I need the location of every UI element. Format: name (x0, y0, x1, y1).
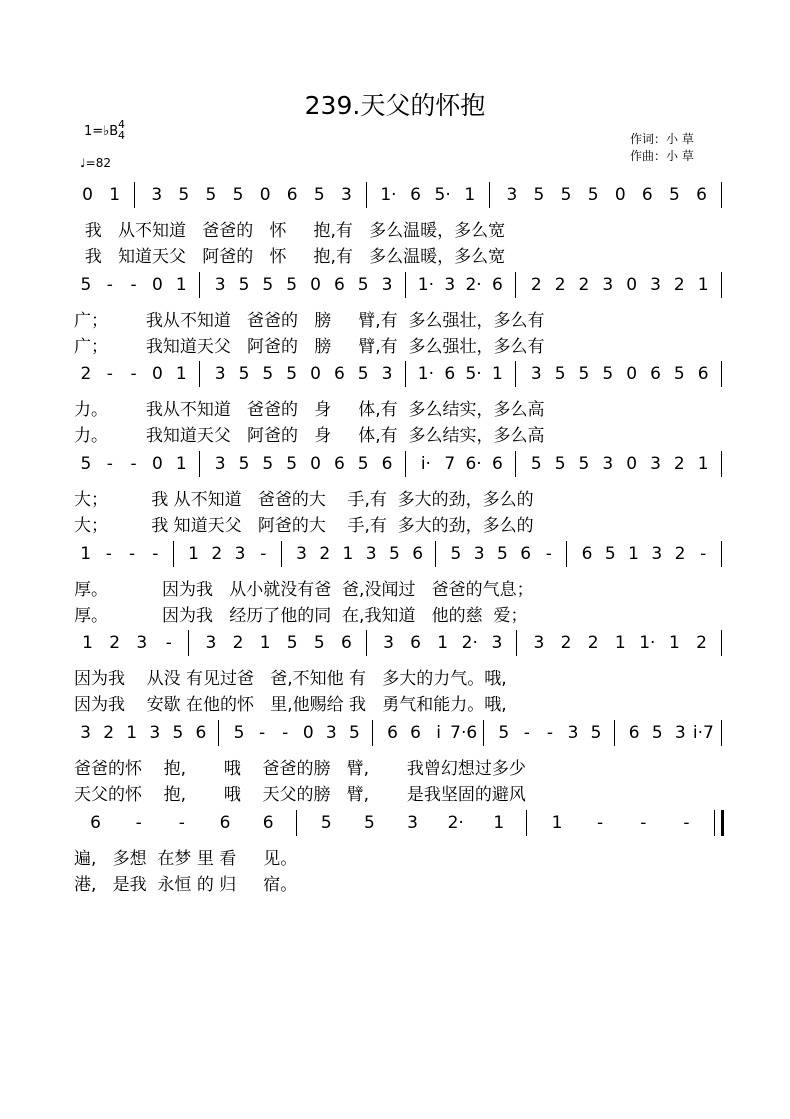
note: 5 (233, 723, 245, 743)
note: 1 (669, 633, 680, 653)
barline (721, 182, 724, 208)
note: 3 (567, 723, 579, 743)
lyric-line-1: 因为我 从没 有见过爸 爸,不知他 有 多大的力气。哦, (74, 669, 507, 689)
note: 2 (673, 454, 685, 474)
note: 5 (286, 454, 298, 474)
note: 1 (464, 185, 476, 205)
note: 7 (444, 454, 456, 474)
lyric-line-1: 我 从不知道 爸爸的 怀 抱,有 多么温暖，多么宽 (74, 221, 506, 241)
note: 3 (530, 364, 542, 384)
note: 1 (697, 454, 709, 474)
note: 3 (149, 723, 161, 743)
lyric-line-2: 港, 是我 永恒 的 归 宿。 (74, 875, 298, 895)
note: 5 (364, 813, 375, 833)
time-signature (118, 119, 125, 141)
note: - (106, 364, 113, 384)
note: 1 (551, 813, 563, 833)
note: 2 (319, 544, 331, 564)
barline (721, 720, 724, 746)
note: - (165, 633, 172, 653)
note: 2 (578, 275, 590, 295)
note: 5 (669, 185, 680, 205)
note: 1 (614, 633, 626, 653)
note: 6 (387, 723, 398, 743)
note: 1· (417, 364, 434, 384)
note: 3 (214, 275, 226, 295)
note: 3 (473, 544, 485, 564)
note: 6 (90, 813, 101, 833)
composer-credit: 作曲：小 草 (630, 149, 694, 163)
note: i·7 (692, 723, 714, 743)
note: - (700, 544, 707, 564)
lyric-line-2: 我 知道天父 阿爸的 怀 抱,有 多么温暖，多么宽 (74, 247, 506, 267)
note: 5 (80, 454, 92, 474)
note: 3 (151, 185, 163, 205)
note: 5 (238, 364, 250, 384)
note: i (436, 723, 441, 743)
note: 5 (178, 185, 190, 205)
note: 3 (381, 275, 393, 295)
note: - (683, 813, 690, 833)
note: - (282, 723, 289, 743)
note: - (178, 813, 185, 833)
note: 5 (554, 364, 566, 384)
barline (721, 361, 724, 387)
note: 5 (357, 364, 369, 384)
note: 0 (82, 185, 93, 205)
note: 5 (560, 185, 572, 205)
barline (296, 810, 299, 836)
note: 5 (578, 454, 590, 474)
note: 3 (136, 633, 148, 653)
note: 3 (407, 813, 418, 833)
note: 0 (310, 364, 321, 384)
note: 1 (109, 185, 121, 205)
lyric-line-2: 大； 我 知道天父 阿爸的大 手,有 多大的劲，多么的 (74, 516, 534, 536)
note: - (129, 544, 136, 564)
lyric-line-2: 天父的怀 抱, 哦 天父的膀 臂, 是我坚固的避风 (74, 785, 526, 805)
note: 3 (602, 275, 614, 295)
note: 1· (380, 185, 397, 205)
note: 5 (651, 723, 663, 743)
note: 3 (491, 633, 503, 653)
barline (614, 720, 617, 746)
note: 3 (650, 275, 661, 295)
note: 5 (587, 185, 599, 205)
note: - (152, 544, 159, 564)
note: 5 (286, 364, 298, 384)
notation-line (74, 720, 730, 746)
note: 2 (554, 275, 566, 295)
note: 5 (357, 454, 369, 474)
tempo-marking (80, 156, 111, 170)
note: 5 (313, 633, 325, 653)
note: 3 (234, 544, 246, 564)
note: 6 (286, 185, 298, 205)
note: 3 (533, 633, 545, 653)
notation-line (74, 272, 730, 298)
key-signature (84, 118, 125, 142)
barline (281, 541, 284, 567)
note: - (260, 544, 267, 564)
note: 3 (80, 723, 91, 743)
notation-line (74, 810, 730, 836)
lyric-line-2: 广； 我知道天父 阿爸的 膀 臂,有 多么强壮，多么有 (74, 337, 545, 357)
note: 6 (410, 633, 421, 653)
note: - (130, 275, 137, 295)
note: 2 (80, 364, 92, 384)
note: 5 (602, 364, 614, 384)
note: 5 (80, 275, 92, 295)
note: 5 (533, 185, 545, 205)
note: - (130, 364, 137, 384)
note: 2 (560, 633, 572, 653)
note: 5 (554, 454, 566, 474)
note: 0 (152, 275, 163, 295)
note: 5 (320, 813, 332, 833)
barline (366, 182, 369, 208)
notation-line (74, 451, 730, 477)
note: 6 (641, 185, 653, 205)
note: 3 (340, 185, 352, 205)
note: 5 (450, 544, 462, 564)
note: 5 (262, 275, 274, 295)
lyric-line-1: 大； 我 从不知道 爸爸的大 手,有 多大的劲，多么的 (74, 490, 534, 510)
note: 5 (205, 185, 217, 205)
note: 1 (492, 364, 503, 384)
note: 3 (383, 633, 394, 653)
barline (405, 361, 408, 387)
note: - (640, 813, 647, 833)
note: 3 (602, 454, 614, 474)
barline (721, 541, 724, 567)
note: - (105, 544, 112, 564)
note: 5 (590, 723, 602, 743)
note: 2 (211, 544, 223, 564)
barline (566, 541, 569, 567)
note: 2 (587, 633, 599, 653)
time-bottom: 4 (118, 129, 125, 142)
song-title: 239.天父的怀抱 (304, 91, 486, 120)
final-barline (714, 810, 724, 836)
note: 6 (444, 364, 456, 384)
note: 6 (219, 813, 231, 833)
barline (516, 630, 519, 656)
barline (218, 720, 221, 746)
note: - (259, 723, 266, 743)
barline (483, 720, 486, 746)
notation-line (74, 541, 730, 567)
note: - (546, 723, 553, 743)
lyric-line-1: 爸爸的怀 抱, 哦 爸爸的膀 臂, 我曾幻想过多少 (74, 759, 526, 779)
note: 2 (232, 633, 244, 653)
note: 1 (82, 633, 93, 653)
lyric-line-1: 遍, 多想 在梦 里 看 见。 (74, 849, 298, 869)
note: 1 (188, 544, 199, 564)
note: 1 (175, 275, 187, 295)
note: 0 (626, 364, 638, 384)
note: - (106, 454, 113, 474)
note: 1 (628, 544, 639, 564)
note: 0 (626, 275, 638, 295)
note: - (135, 813, 142, 833)
note: 5 (498, 723, 510, 743)
barline (134, 182, 137, 208)
barline (405, 272, 408, 298)
barline (199, 361, 202, 387)
lyric-line-2: 因为我 安歇 在他的怀 里,他赐给 我 勇气和能力。哦, (74, 695, 507, 715)
credits (630, 131, 694, 165)
note: 6 (381, 454, 393, 474)
note: 5 (348, 723, 360, 743)
quarter-note-icon: ♩ (80, 156, 86, 170)
barline (721, 272, 724, 298)
note: 5 (262, 364, 274, 384)
note: 2 (696, 633, 707, 653)
note: 1 (493, 813, 505, 833)
note: - (597, 813, 604, 833)
lyricist-credit: 作词：小 草 (630, 132, 694, 146)
note: 6 (628, 723, 640, 743)
note: 5 (313, 185, 325, 205)
note: 1 (259, 633, 271, 653)
note: 3 (296, 544, 307, 564)
notation-line (74, 630, 730, 656)
note: 6 (333, 454, 345, 474)
lyric-line-1: 广； 我从不知道 爸爸的 膀 臂,有 多么强壮，多么有 (74, 311, 545, 331)
barline (515, 361, 518, 387)
lyric-line-1: 力。 我从不知道 爸爸的 身 体,有 多么结实，多么高 (74, 400, 545, 420)
barline (199, 272, 202, 298)
note: 6 (333, 364, 345, 384)
barline (372, 720, 375, 746)
note: 3 (214, 364, 226, 384)
note: 0 (152, 364, 163, 384)
note: 6· (465, 454, 482, 474)
note: 6 (195, 723, 207, 743)
barline (526, 810, 529, 836)
barline (188, 630, 191, 656)
note: 0 (626, 454, 638, 474)
barline (405, 451, 408, 477)
note: i· (420, 454, 431, 474)
note: 0 (302, 723, 314, 743)
note: 7·6 (450, 723, 478, 743)
note: 3 (651, 544, 663, 564)
note: 2 (530, 275, 542, 295)
note: 0 (310, 275, 321, 295)
barline (515, 451, 518, 477)
note: 2 (673, 275, 685, 295)
note: 6 (333, 275, 345, 295)
note: 5 (262, 454, 274, 474)
note: 3 (650, 454, 661, 474)
note: 5 (496, 544, 508, 564)
note: 6 (340, 633, 352, 653)
note: 1 (175, 454, 187, 474)
note: 2· (465, 275, 482, 295)
note: 0 (259, 185, 271, 205)
note: 5 (238, 454, 250, 474)
barline (199, 451, 202, 477)
note: 6 (492, 275, 503, 295)
note: 2 (103, 723, 115, 743)
note: 6 (520, 544, 532, 564)
note: 6 (581, 544, 593, 564)
note: 6 (492, 454, 503, 474)
note: 5· (465, 364, 482, 384)
note: 3 (365, 544, 377, 564)
barline (173, 541, 176, 567)
note: 5 (673, 364, 685, 384)
note: 5 (389, 544, 400, 564)
lyric-line-1: 厚。 因为我 从小就没有爸 爸,没闻过 爸爸的气息； (74, 580, 534, 600)
note: 3 (381, 364, 393, 384)
note: 5· (434, 185, 451, 205)
key-label: 1= (84, 124, 104, 139)
note: 2 (674, 544, 686, 564)
note: 2 (109, 633, 121, 653)
note: - (106, 275, 113, 295)
note: 2· (461, 633, 478, 653)
note: 1· (639, 633, 656, 653)
note: 2· (447, 813, 464, 833)
note: 1 (126, 723, 138, 743)
note: 1· (417, 275, 434, 295)
note: 5 (357, 275, 369, 295)
note: 0 (614, 185, 626, 205)
note: 5 (578, 364, 590, 384)
note: 5 (172, 723, 184, 743)
note: 3 (205, 633, 217, 653)
lyric-line-2: 厚。 因为我 经历了他的同 在,我知道 他的慈 爱； (74, 606, 528, 626)
lyric-line-2: 力。 我知道天父 阿爸的 身 体,有 多么结实，多么高 (74, 426, 545, 446)
key-flat: ♭B (103, 124, 119, 139)
barline (489, 182, 492, 208)
note: 5 (530, 454, 542, 474)
note: 5 (232, 185, 244, 205)
note: 5 (238, 275, 250, 295)
tempo-value: =82 (85, 156, 111, 170)
note: 6 (410, 185, 421, 205)
time-top: 4 (118, 118, 125, 131)
barline (515, 272, 518, 298)
note: 6 (410, 723, 421, 743)
note: 6 (696, 185, 707, 205)
note: 1 (175, 364, 187, 384)
notation-line (74, 182, 730, 208)
note: 6 (412, 544, 424, 564)
barline (435, 541, 438, 567)
notation-line (74, 361, 730, 387)
note: 1 (80, 544, 92, 564)
note: 5 (604, 544, 616, 564)
note: 3 (325, 723, 337, 743)
note: 6 (262, 813, 274, 833)
note: - (523, 723, 530, 743)
note: 3 (506, 185, 518, 205)
note: 6 (697, 364, 709, 384)
note: - (130, 454, 137, 474)
barline (366, 630, 369, 656)
note: 5 (286, 275, 298, 295)
note: 3 (214, 454, 226, 474)
note: 3 (444, 275, 456, 295)
barline (721, 630, 724, 656)
note: 0 (310, 454, 321, 474)
note: 1 (437, 633, 449, 653)
note: 0 (152, 454, 163, 474)
note: 5 (286, 633, 298, 653)
note: 6 (650, 364, 661, 384)
note: 1 (697, 275, 709, 295)
note: 1 (342, 544, 354, 564)
note: 3 (674, 723, 686, 743)
barline (721, 451, 724, 477)
note: - (545, 544, 552, 564)
